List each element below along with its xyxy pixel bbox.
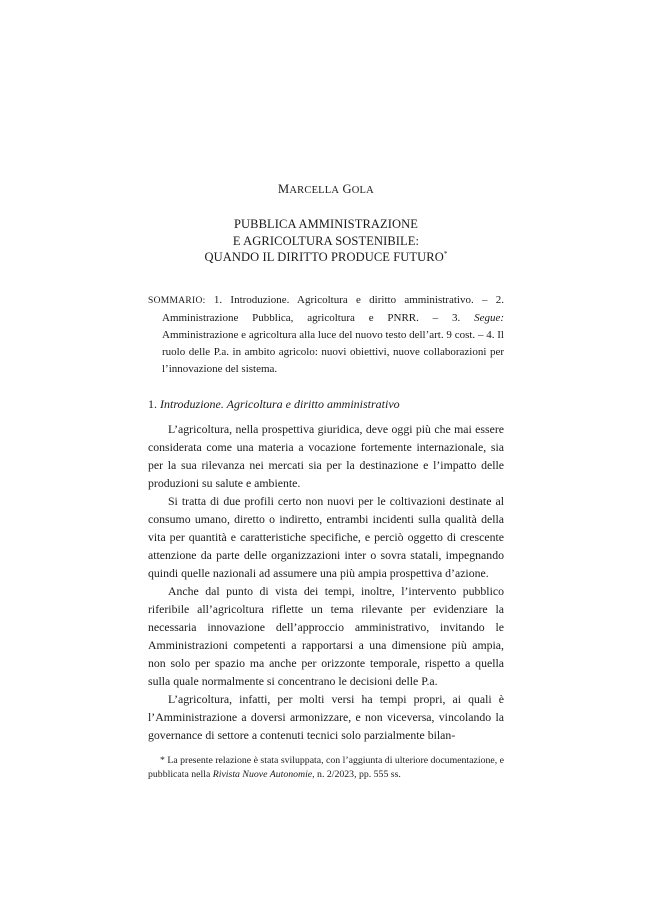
section-title: Introduzione. Agricoltura e diritto amministrativo: [160, 397, 400, 411]
footnote: [148, 754, 504, 782]
summary-text-1: 1. Introduzione. Agricoltura e diritto amministrativo. – 2. Amministrazione Pubblica, agricoltura e PNRR. – 3.: [162, 294, 505, 324]
title-footnote-mark: *: [443, 249, 448, 258]
footnote-mark: *: [160, 755, 165, 766]
paper-title: [148, 216, 504, 266]
title-line-3-text: QUANDO IL DIRITTO PRODUCE FUTURO: [204, 250, 444, 264]
title-line-2: E AGRICOLTURA SOSTENIBILE:: [232, 233, 420, 248]
paragraph-2: Si tratta di due profili certo non nuovi per le coltivazioni destinate al consumo umano, diretto o indiretto, entrambi incidenti sulla qualità della vita per quantità e caratteristiche specifiche, e perciò oggetto di crescente attenzione da parte delle organizzazioni inter o sovra statali, impegnando quindi quelle nazionali ad assumere una più ampia prospettiva d’azione.: [148, 494, 504, 580]
footnote-text-2: , n. 2/2023, pp. 555 ss.: [312, 769, 401, 780]
paragraph-1: L’agricoltura, nella prospettiva giuridica, deve oggi più che mai essere considerata come una materia a vocazione fortemente internazionale, sia per la sua rilevanza nei mercati sia per la destinazione e l’impatto delle produzioni su salute e ambiente.: [148, 422, 504, 490]
author-last-initial: G: [342, 182, 352, 196]
author-name: [148, 182, 504, 197]
summary: [148, 292, 504, 378]
title-line-1: PUBBLICA AMMINISTRAZIONE: [233, 217, 418, 231]
author-first-initial: M: [278, 182, 290, 196]
paragraph-3: Anche dal punto di vista dei tempi, inoltre, l’intervento pubblico riferibile all’agricoltura riflette un tema rilevante per evidenziare la necessaria innovazione dell’approccio amministrativo, invitando le Amministrazioni competenti a rapportarsi a una dimensione più ampia, non solo per spazio ma anche per orizzonte temporale, rispetto a quella sulla quale normalmente si concentrano le decisioni delle P.a.: [148, 584, 504, 688]
body-text: [148, 420, 504, 744]
section-number: 1.: [148, 397, 157, 411]
footnote-text-1: La presente relazione è stata sviluppata, con l’aggiunta di ulteriore documentazione, e pubblicata nella: [148, 755, 504, 780]
footnote-journal: Rivista Nuove Autonomie: [212, 769, 313, 780]
section-heading: [148, 396, 504, 412]
summary-label: SOMMARIO:: [148, 296, 206, 306]
summary-segue: Segue:: [474, 312, 504, 324]
author-last-rest: OLA: [351, 185, 374, 196]
summary-text-2: Amministrazione e agricoltura alla luce del nuovo testo dell’art. 9 cost. – 4. Il ruolo delle P.a. in ambito agricolo: nuovi obiettivi, nuove collaborazioni per l’innovazione del sistema.: [162, 329, 504, 375]
author-first-rest: ARCELLA: [289, 185, 340, 196]
paragraph-4: L’agricoltura, infatti, per molti versi ha tempi propri, ai quali è l’Amministrazione a doversi armonizzare, e non viceversa, vincolando la governance di settore a contenuti tecnici solo parzialmente bilan-: [148, 692, 504, 742]
title-line-3: [148, 249, 504, 266]
